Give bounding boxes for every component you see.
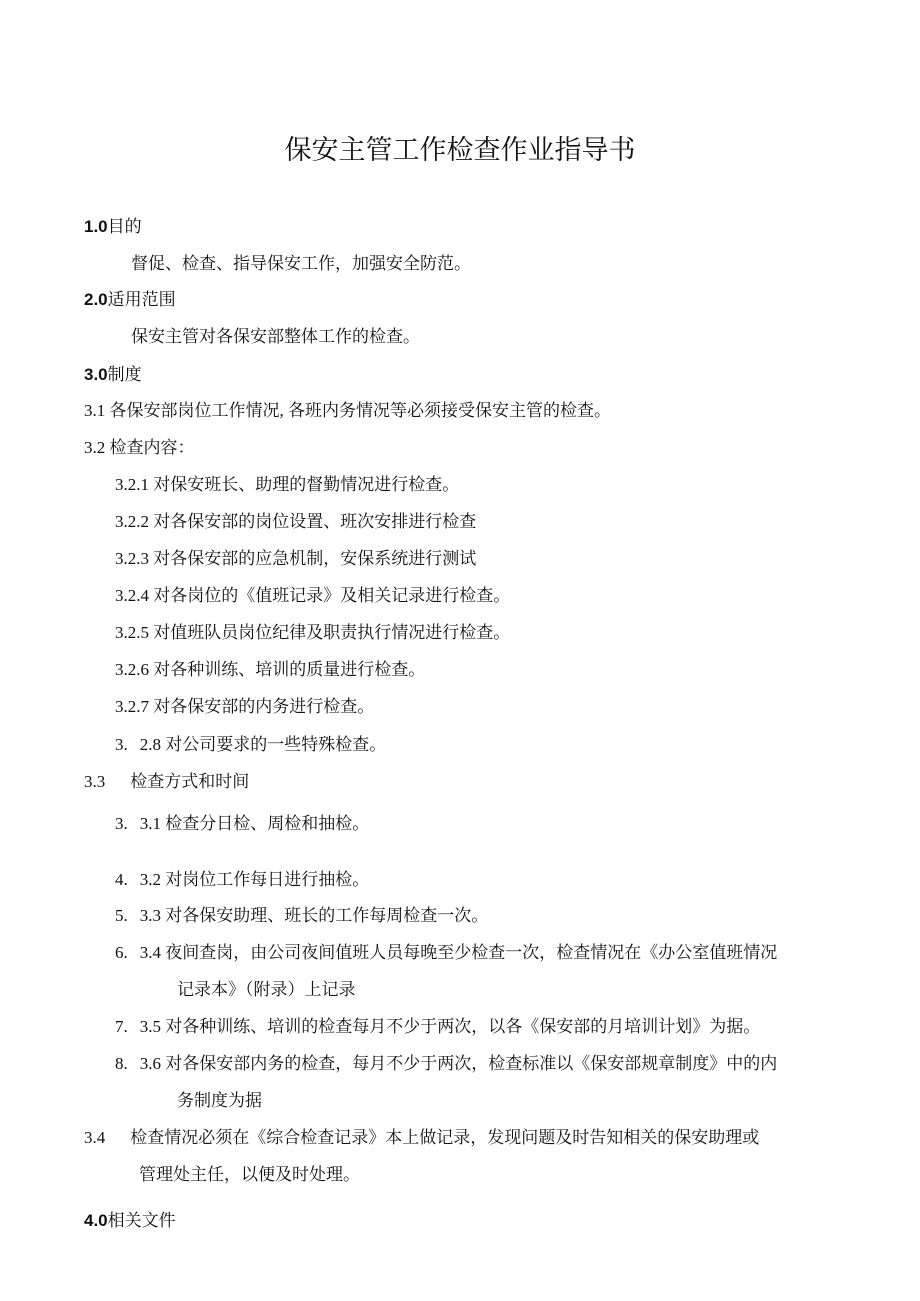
section-3-number: 3.0	[84, 365, 108, 384]
section-1-number: 1.0	[84, 217, 108, 236]
clause-3-2: 3.2 检查内容：	[84, 438, 195, 457]
list-item	[115, 905, 488, 927]
clause-3-4-number: 3.4	[84, 1128, 106, 1147]
list-item	[115, 734, 386, 756]
clause-3-3	[84, 771, 249, 793]
list-item-prefix: 3.	[115, 735, 128, 754]
list-item-text: 3.5 对各种训练、培训的检查每月不少于两次，以各《保安部的月培训计划》为据。	[139, 1017, 761, 1036]
list-item-prefix: 8.	[115, 1054, 128, 1073]
clause-3-4-continuation: 管理处主任，以便及时处理。	[139, 1165, 360, 1184]
section-2-number: 2.0	[84, 290, 108, 309]
list-item-text: 3.2 对岗位工作每日进行抽检。	[139, 870, 370, 889]
list-item-prefix: 6.	[115, 943, 128, 962]
list-item: 3.2.4 对各岗位的《值班记录》及相关记录进行检查。	[115, 586, 511, 605]
clause-3-3-text: 检查方式和时间	[130, 772, 250, 791]
clause-3-4	[84, 1127, 759, 1149]
section-2-heading	[84, 289, 176, 311]
list-item-prefix: 7.	[115, 1017, 128, 1036]
section-2-text: 保安主管对各保安部整体工作的检查。	[131, 327, 420, 346]
section-1-label: 目的	[107, 217, 142, 236]
section-1-heading	[84, 216, 142, 238]
list-item-continuation: 记录本》（附录）上记录	[177, 980, 356, 999]
list-item-prefix: 5.	[115, 906, 128, 925]
list-item-text: 2.8 对公司要求的一些特殊检查。	[139, 735, 387, 754]
list-item-text: 3.1 检查分日检、周检和抽检。	[139, 814, 370, 833]
clause-3-3-number: 3.3	[84, 772, 106, 791]
list-item	[115, 1053, 777, 1075]
list-item-text: 3.4 夜间查岗，由公司夜间值班人员每晚至少检查一次，检查情况在《办公室值班情况	[139, 943, 778, 962]
document-title: 保安主管工作检查作业指导书	[284, 135, 636, 165]
list-item-text: 3.6 对各保安部内务的检查，每月不少于两次，检查标准以《保安部规章制度》中的内	[139, 1054, 778, 1073]
list-item	[115, 869, 369, 891]
list-item: 3.2.3 对各保安部的应急机制，安保系统进行测试	[115, 549, 477, 568]
clause-3-4-text: 检查情况必须在《综合检查记录》本上做记录，发现问题及时告知相关的保安助理或	[130, 1128, 760, 1147]
list-item: 3.2.6 对各种训练、培训的质量进行检查。	[115, 660, 426, 679]
clause-3-1: 3.1 各保安部岗位工作情况, 各班内务情况等必须接受保安主管的检查。	[84, 401, 611, 420]
section-4-number: 4.0	[84, 1211, 108, 1230]
list-item: 3.2.1 对保安班长、助理的督勤情况进行检查。	[115, 475, 460, 494]
list-item-continuation: 务制度为据	[177, 1091, 262, 1110]
list-item: 3.2.7 对各保安部的内务进行检查。	[115, 697, 375, 716]
section-3-label: 制度	[107, 365, 142, 384]
list-item-prefix: 3.	[115, 814, 128, 833]
list-item-prefix: 4.	[115, 870, 128, 889]
section-4-label: 相关文件	[107, 1211, 176, 1230]
section-3-heading	[84, 364, 142, 386]
list-item: 3.2.5 对值班队员岗位纪律及职责执行情况进行检查。	[115, 623, 511, 642]
section-1-text: 督促、检查、指导保安工作，加强安全防范。	[131, 254, 471, 273]
list-item-text: 3.3 对各保安助理、班长的工作每周检查一次。	[139, 906, 489, 925]
list-item	[115, 1016, 760, 1038]
list-item: 3.2.2 对各保安部的岗位设置、班次安排进行检查	[115, 512, 477, 531]
list-item	[115, 942, 777, 964]
list-item	[115, 813, 369, 835]
section-2-label: 适用范围	[107, 290, 176, 309]
section-4-heading	[84, 1210, 176, 1232]
